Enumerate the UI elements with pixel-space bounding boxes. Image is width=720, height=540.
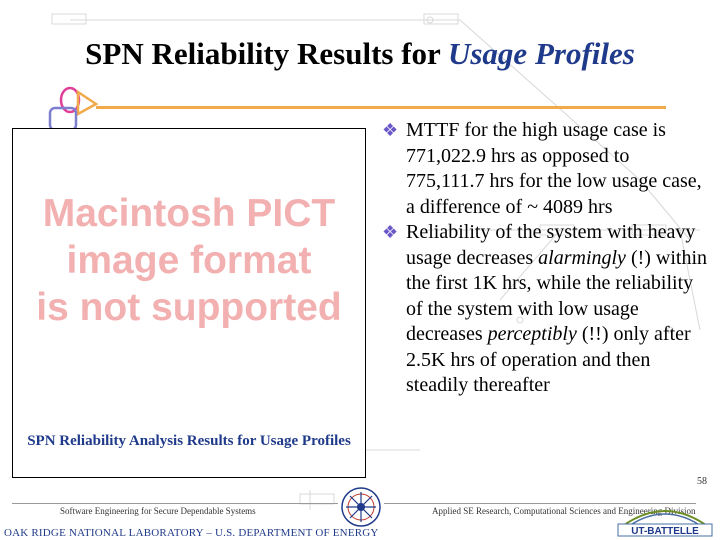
title-main: SPN Reliability Results for — [85, 36, 448, 71]
ut-battelle-logo — [616, 498, 714, 538]
lab-name: OAK RIDGE NATIONAL LABORATORY – U.S. DEPARTMENT OF ENERGY — [4, 527, 379, 539]
bullet-mttf — [382, 118, 712, 220]
bullet-reliability — [382, 220, 712, 399]
footer-divider-left — [12, 503, 338, 504]
figure-caption: SPN Reliability Analysis Results for Usage Profiles — [27, 433, 351, 449]
title-underline — [96, 106, 666, 109]
slide-logo-icon — [44, 82, 104, 134]
diamond-bullet-icon: ❖ — [382, 222, 399, 242]
figure-placeholder — [12, 128, 366, 478]
slide-title — [0, 36, 720, 72]
footer-right-caption: Applied SE Research, Computational Sciences and Engineering Division — [432, 506, 696, 516]
bullet-list — [382, 118, 712, 399]
bullet-reliability-part2: (!) within the first 1K hrs, while the reliability of the system with low usage decreases — [406, 246, 708, 345]
diamond-bullet-icon: ❖ — [382, 120, 399, 140]
title-emphasis: Usage Profiles — [447, 36, 635, 71]
unsupported-image-message: Macintosh PICT image format is not supported — [36, 192, 342, 329]
emphasis-alarmingly: alarmingly — [538, 246, 626, 269]
footer-left-caption: Software Engineering for Secure Dependable Systems — [60, 506, 256, 516]
doe-seal-icon — [340, 486, 382, 528]
page-number: 58 — [697, 476, 707, 487]
bullet-mttf-text: MTTF for the high usage case is 771,022.9 hrs as opposed to 775,111.7 hrs for the low usage case, a difference of ~ 4089 hrs — [406, 119, 702, 218]
bullet-reliability-part1: Reliability of the system with heavy usage decreases — [406, 221, 696, 269]
bullet-reliability-part3: (!!) only after 2.5K hrs of operation and then steadily thereafter — [406, 323, 691, 396]
emphasis-perceptibly: perceptibly — [487, 323, 577, 345]
ut-battelle-logo-text: UT-BATTELLE — [631, 526, 699, 537]
